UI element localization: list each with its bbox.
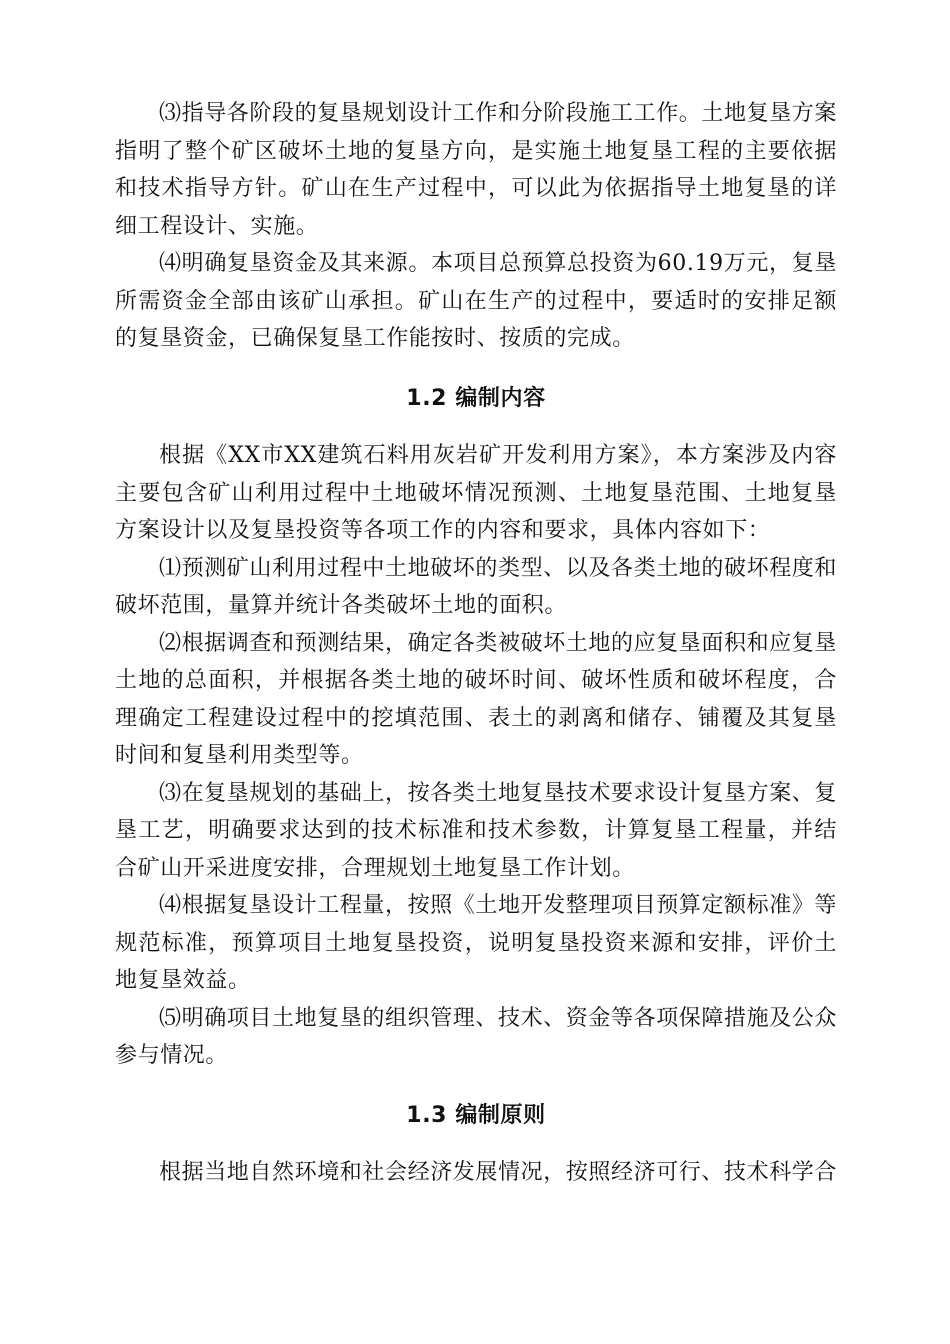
paragraph-content-intro: 根据《XX市XX建筑石料用灰岩矿开发利用方案》，本方案涉及内容主要包含矿山利用过程中土地破坏情况预测、土地复垦范围、土地复垦方案设计以及复垦投资等各项工作的内容和要求，具体内容如下： [115, 443, 837, 543]
paragraph-content-item-1: ⑴预测矿山利用过程中土地破坏的类型、以及各类土地的破坏程度和破坏范围，量算并统计各类破坏土地的面积。 [115, 555, 838, 618]
paragraph-content-item-5: ⑸明确项目土地复垦的组织管理、技术、资金等各项保障措施及公众参与情况。 [115, 1005, 838, 1068]
paragraph-content-item-3: ⑶在复垦规划的基础上，按各类土地复垦技术要求设计复垦方案、复垦工艺，明确要求达到的技术标准和技术参数，计算复垦工程量，并结合矿山开采进度安排，合理规划土地复垦工作计划。 [115, 780, 838, 881]
section-heading-1-2: 1.2 编制内容 [406, 385, 546, 411]
paragraph-principles-intro: 根据当地自然环境和社会经济发展情况，按照经济可行、技术科学合 [159, 1160, 838, 1185]
paragraph-item-4-funding: ⑷明确复垦资金及其来源。本项目总预算总投资为60.19万元，复垦所需资金全部由该矿山承担。矿山在生产的过程中，要适时的安排足额的复垦资金，已确保复垦工作能按时、按质的完成。 [115, 251, 837, 351]
paragraph-content-item-4: ⑷根据复垦设计工程量，按照《土地开发整理项目预算定额标准》等规范标准，预算项目土地复垦投资，说明复垦投资来源和安排，评价土地复垦效益。 [115, 893, 838, 993]
paragraph-content-item-2: ⑵根据调查和预测结果，确定各类被破坏土地的应复垦面积和应复垦土地的总面积，并根据各类土地的破坏时间、破坏性质和破坏程度，合理确定工程建设过程中的挖填范围、表土的剥离和储存、铺覆及其复垦时间和复垦利用类型等。 [115, 630, 838, 768]
document-page [115, 95, 837, 1192]
paragraph-item-3-guidance: ⑶指导各阶段的复垦规划设计工作和分阶段施工工作。土地复垦方案指明了整个矿区破坏土地的复垦方向，是实施土地复垦工程的主要依据和技术指导方针。矿山在生产过程中，可以此为依据指导土地复垦的详细工程设计、实施。 [115, 101, 838, 239]
section-heading-1-3: 1.3 编制原则 [406, 1102, 546, 1128]
